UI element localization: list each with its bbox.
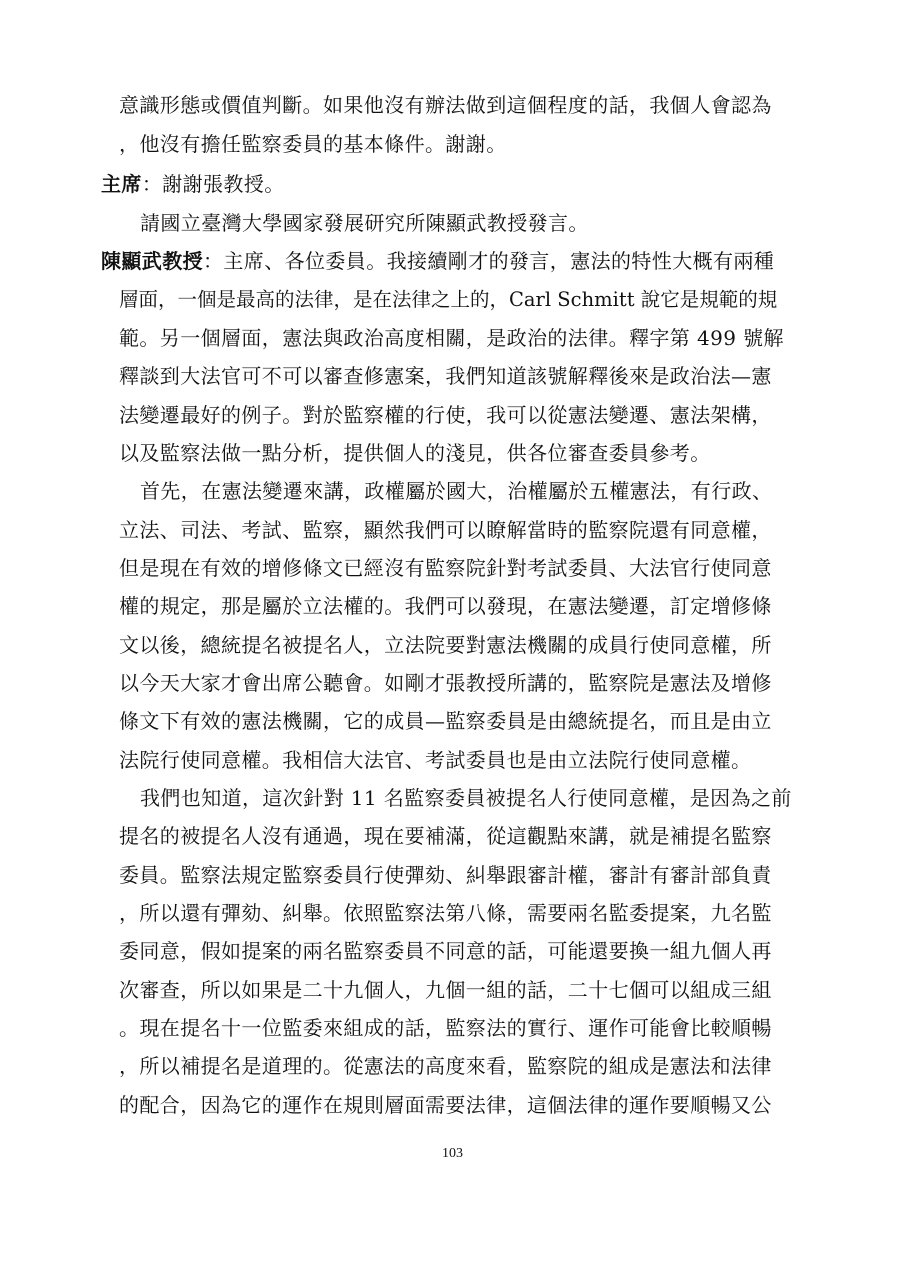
text-line-27: 的配合，因為它的運作在規則層面需要法律，這個法律的運作要順暢又公 bbox=[119, 1093, 772, 1117]
text-line-12: 立法、司法、考試、監察，顯然我們可以瞭解當時的監察院還有同意權， bbox=[119, 518, 772, 542]
speaker-colon: ： bbox=[203, 249, 224, 273]
text-line-8: 釋談到大法官可不可以審查修憲案，我們知道該號解釋後來是政治法—憲 bbox=[119, 364, 772, 388]
text-line-6: 層面，一個是最高的法律，是在法律之上的，Carl Schmitt 說它是規範的規 bbox=[119, 288, 778, 311]
text-line-11: 首先，在憲法變遷來講，政權屬於國大，治權屬於五權憲法，有行政、 bbox=[140, 479, 773, 503]
speaker-name-chair: 主席 bbox=[101, 172, 142, 196]
text-line-21: 委員。監察法規定監察委員行使彈劾、糾舉跟審計權，審計有審計部負責 bbox=[119, 863, 772, 887]
text-line-9: 法變遷最好的例子。對於監察權的行使，我可以從憲法變遷、憲法架構， bbox=[119, 403, 772, 427]
speaker-text: 主席、各位委員。我接續剛才的發言，憲法的特性大概有兩種 bbox=[223, 249, 775, 273]
speaker-text: 謝謝張教授。 bbox=[162, 172, 285, 196]
text-line-16: 以今天大家才會出席公聽會。如剛才張教授所講的，監察院是憲法及增修 bbox=[119, 671, 772, 695]
text-line-22: ，所以還有彈劾、糾舉。依照監察法第八條，需要兩名監委提案，九名監 bbox=[119, 901, 772, 925]
speaker-line-chen bbox=[101, 247, 774, 275]
text-line-26: ，所以補提名是道理的。從憲法的高度來看，監察院的組成是憲法和法律 bbox=[119, 1054, 772, 1078]
text-line-20: 提名的被提名人沒有通過，現在要補滿，從這觀點來講，就是補提名監察 bbox=[119, 824, 772, 848]
text-line-19: 我們也知道，這次針對 11 名監察委員被提名人行使同意權，是因為之前 bbox=[140, 786, 792, 810]
text-line-17: 條文下有效的憲法機關，它的成員—監察委員是由總統提名，而且是由立 bbox=[119, 709, 772, 733]
text-line-25: 。現在提名十一位監委來組成的話，監察法的實行、運作可能會比較順暢 bbox=[119, 1016, 772, 1040]
page-number: 103 bbox=[442, 1146, 463, 1161]
text-line-2: ，他沒有擔任監察委員的基本條件。謝謝。 bbox=[119, 132, 507, 156]
text-line-4: 請國立臺灣大學國家發展研究所陳顯武教授發言。 bbox=[140, 211, 589, 235]
speaker-colon: ： bbox=[141, 172, 163, 196]
text-line-24: 次審查，所以如果是二十九個人，九個一組的話，二十七個可以組成三組 bbox=[119, 978, 772, 1002]
text-line-1: 意識形態或價值判斷。如果他沒有辦法做到這個程度的話，我個人會認為 bbox=[119, 93, 772, 117]
text-line-15: 文以後，總統提名被提名人，立法院要對憲法機關的成員行使同意權，所 bbox=[119, 633, 772, 657]
text-line-13: 但是現在有效的增修條文已經沒有監察院針對考試委員、大法官行使同意 bbox=[119, 556, 772, 580]
text-line-14: 權的規定，那是屬於立法權的。我們可以發現，在憲法變遷，訂定增修條 bbox=[119, 594, 772, 618]
text-line-23: 委同意，假如提案的兩名監察委員不同意的話，可能還要換一組九個人再 bbox=[119, 939, 772, 963]
text-line-10: 以及監察法做一點分析，提供個人的淺見，供各位審查委員參考。 bbox=[119, 441, 711, 465]
text-line-7: 範。另一個層面，憲法與政治高度相關，是政治的法律。釋字第 499 號解 bbox=[119, 326, 784, 350]
text-line-18: 法院行使同意權。我相信大法官、考試委員也是由立法院行使同意權。 bbox=[119, 748, 752, 772]
speaker-name-chen: 陳顯武教授 bbox=[101, 249, 203, 273]
speaker-line-chair bbox=[101, 170, 285, 198]
